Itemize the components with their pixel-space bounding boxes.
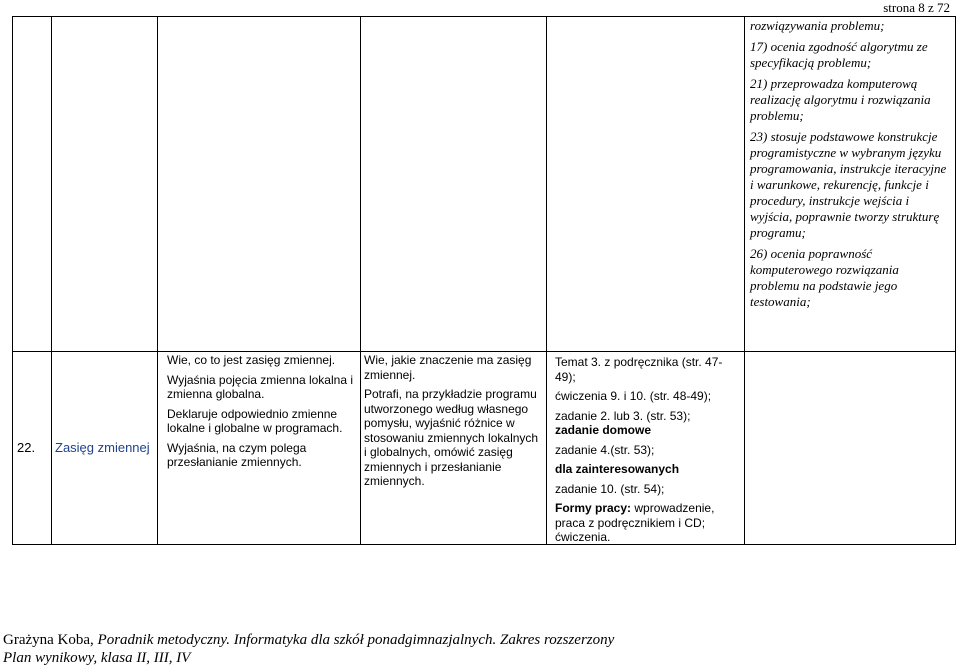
continuation-cell: [750, 18, 950, 310]
material-line: zadanie 2. lub 3. (str. 53);: [555, 408, 691, 423]
homework-label: zadanie domowe: [555, 423, 652, 437]
curriculum-table: [12, 16, 956, 545]
material-line: zadanie 4.(str. 53);: [555, 442, 655, 457]
continuation-line: 21) przeprowadza komputerową realizację algorytmu i rozwiązania problemu;: [750, 76, 931, 123]
interested-label: dla zainteresowanych: [555, 462, 680, 476]
requirement-line: Wyjaśnia, na czym polega przesłanianie zmiennych.: [167, 440, 307, 469]
footer-line-1: [3, 632, 614, 649]
topic-title: Zasięg zmiennej: [55, 440, 150, 455]
material-line: zadanie 10. (str. 54);: [555, 481, 665, 496]
column-divider: [157, 17, 158, 544]
requirement-line: Potrafi, na przykładzie programu utworzonego według własnego pomysłu, wyjaśnić różnice w stosowaniu zmiennych lokalnych i globalnych, omówić zasięg zmiennych i przesłanianie zmiennych.: [364, 387, 539, 488]
row-number: 22.: [17, 440, 36, 455]
footer-title: Poradnik metodyczny. Informatyka dla szkół ponadgimnazjalnych. Zakres rozszerzony: [97, 632, 615, 648]
extended-requirements-cell: [364, 353, 542, 489]
basic-requirements-cell: [167, 353, 357, 470]
work-forms-label: Formy pracy:: [555, 501, 632, 515]
footer-author: Grażyna Koba,: [3, 632, 98, 648]
column-divider: [51, 17, 52, 544]
requirement-line: Wyjaśnia pojęcia zmienna lokalna i zmienna globalna.: [167, 372, 353, 401]
continuation-line: 26) ocenia poprawność komputerowego rozwiązania problemu na podstawie jego testowania;: [750, 246, 899, 309]
requirement-line: Wie, jakie znaczenie ma zasięg zmiennej.: [364, 353, 532, 382]
page-number: strona 8 z 72: [883, 0, 950, 15]
footer-line-2: Plan wynikowy, klasa II, III, IV: [3, 650, 191, 666]
continuation-line: 17) ocenia zgodność algorytmu ze specyfikacją problemu;: [750, 39, 928, 70]
continuation-line: rozwiązywania problemu;: [750, 18, 885, 33]
requirement-line: Deklaruje odpowiednio zmienne lokalne i globalne w programach.: [167, 406, 343, 435]
material-line: ćwiczenia 9. i 10. (str. 48-49);: [555, 389, 712, 403]
column-divider: [360, 17, 361, 544]
continuation-line: 23) stosuje podstawowe konstrukcje programistyczne w wybranym języku programowania, instrukcje iteracyjne i warunkowe, rekurencję, funkcje i procedury, instrukcje wejścia i wyjścia, poprawnie tworzy strukturę programu;: [750, 129, 947, 240]
column-divider: [546, 17, 547, 544]
materials-cell: [555, 355, 741, 545]
requirement-line: Wie, co to jest zasięg zmiennej.: [167, 353, 336, 367]
work-forms: [555, 501, 741, 545]
work-forms-text: wprowadzenie, praca z podręcznikiem i CD; ćwiczenia.: [555, 501, 715, 544]
column-divider: [744, 17, 745, 544]
row-divider: [13, 351, 955, 352]
material-line: Temat 3. z podręcznika (str. 47-49);: [555, 355, 723, 384]
